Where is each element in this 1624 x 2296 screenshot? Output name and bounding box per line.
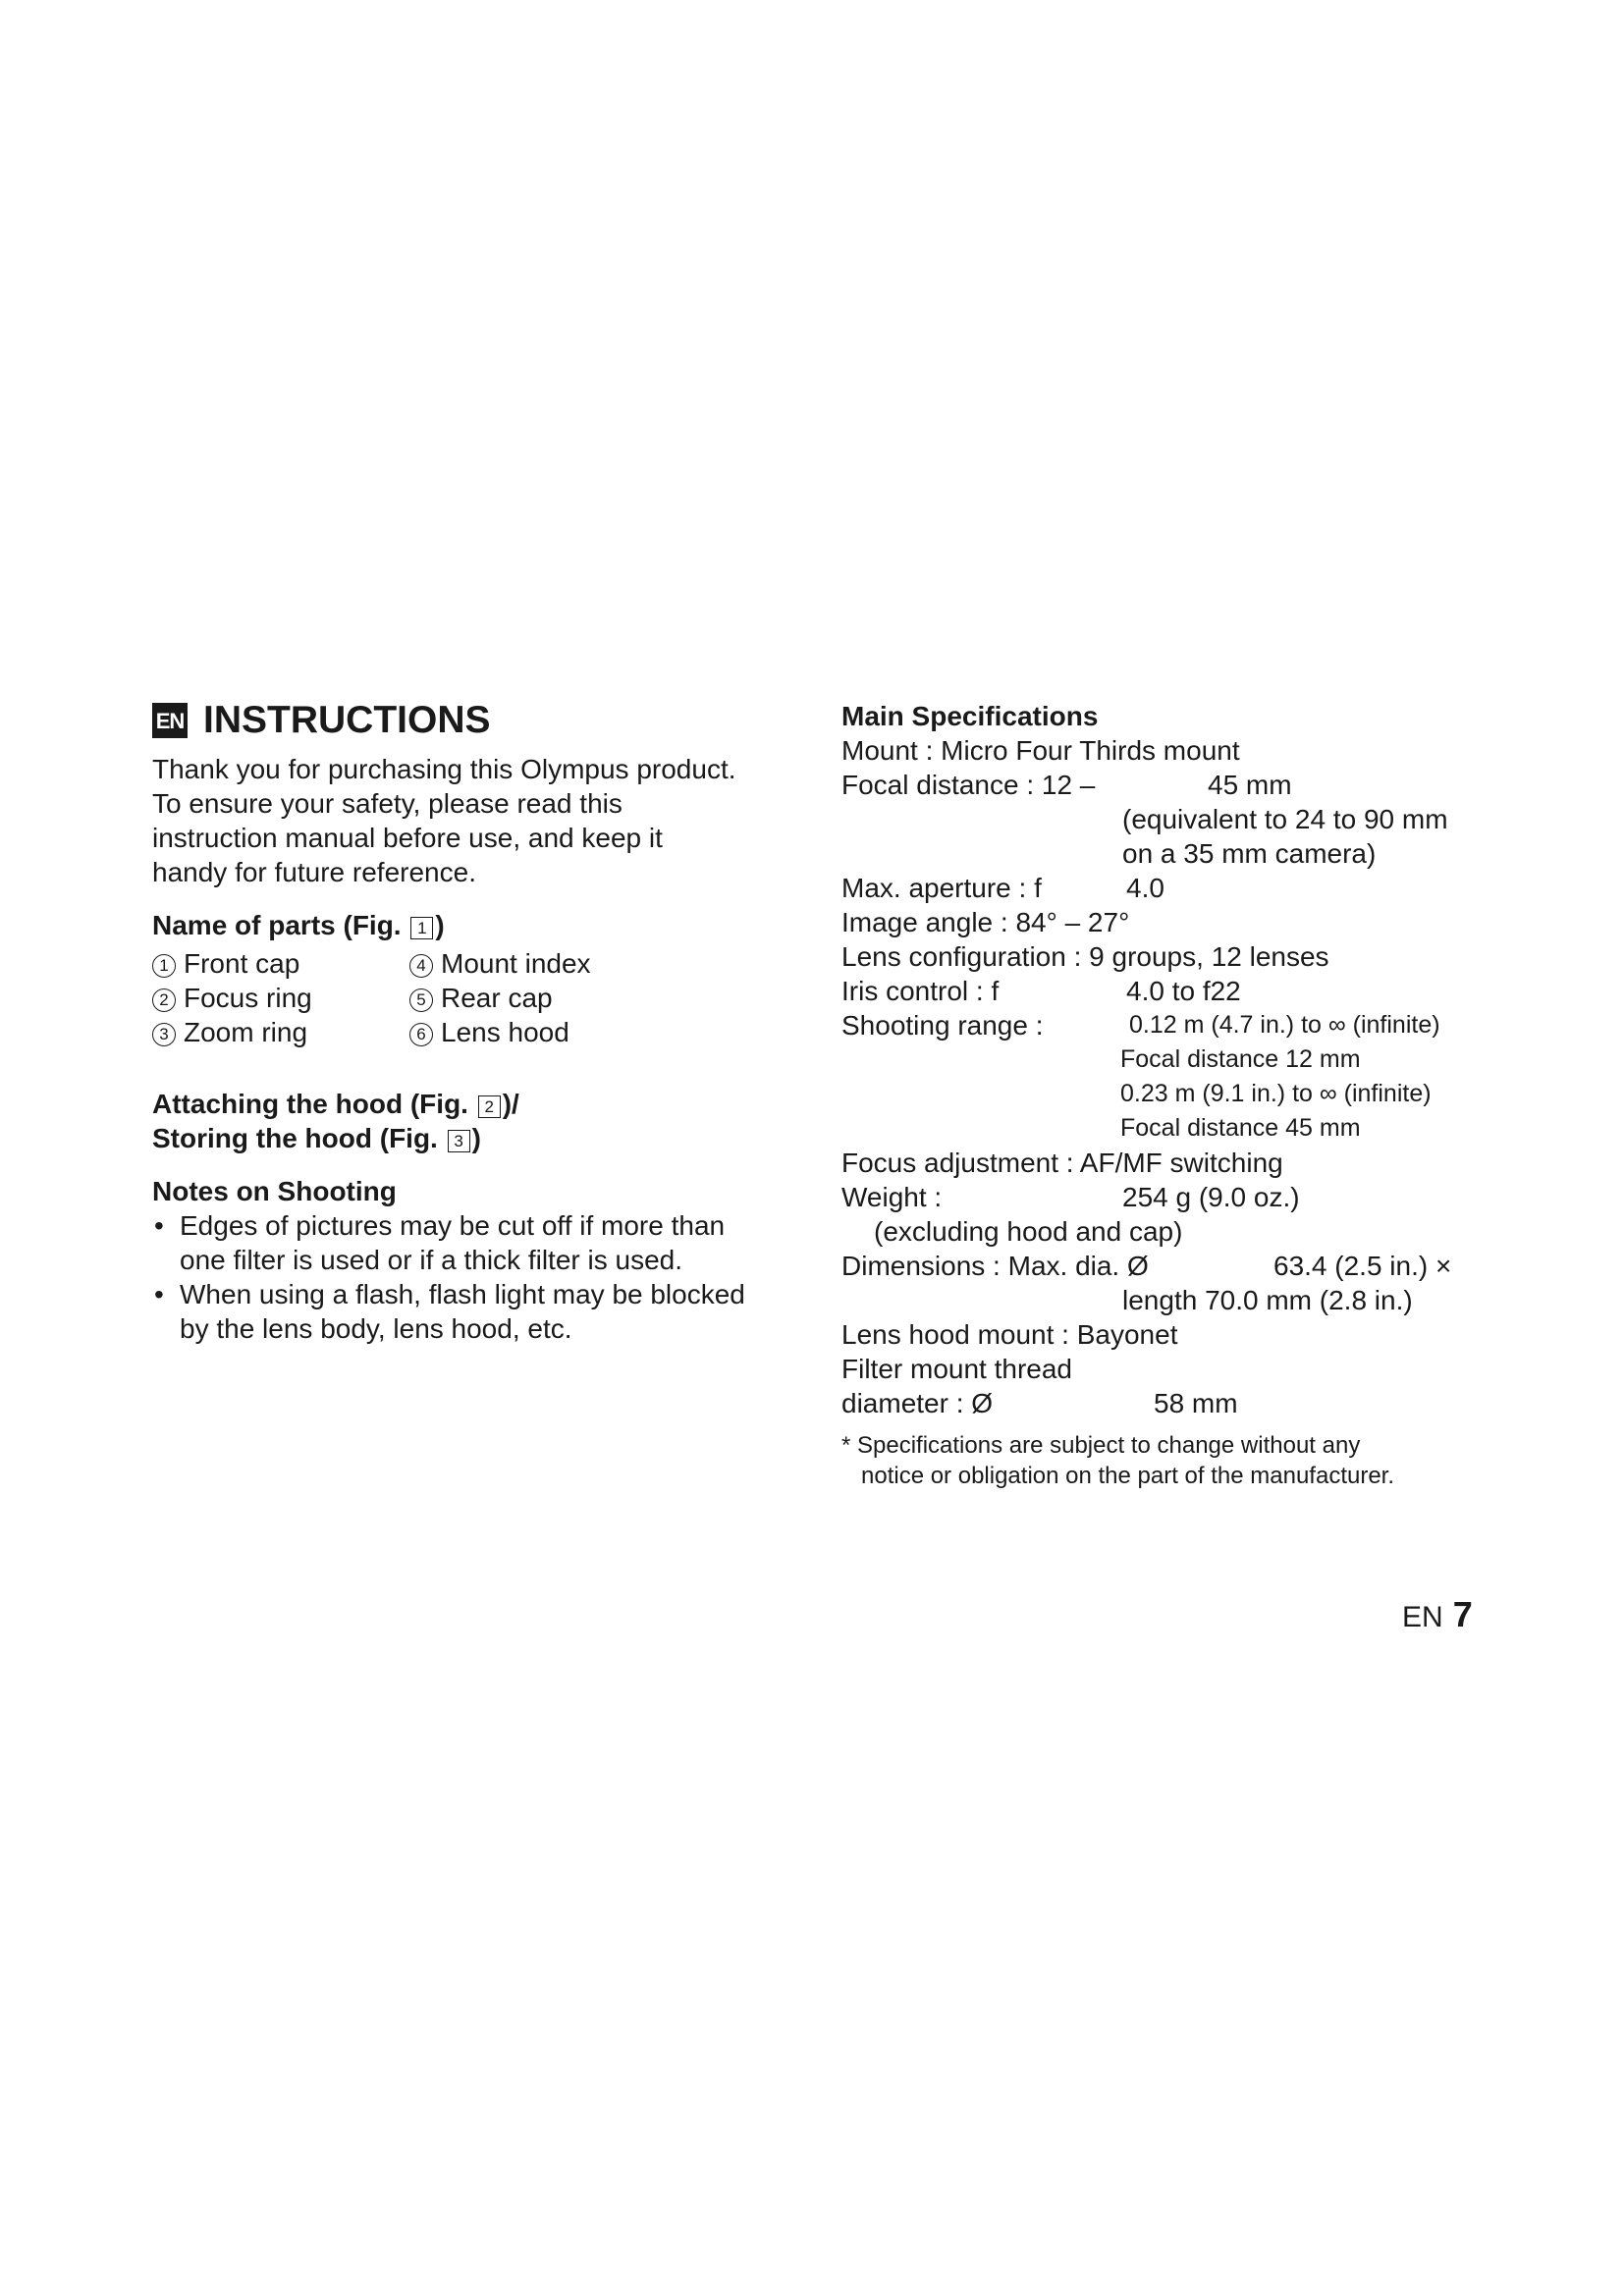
spec-range-value: 0.23 m (9.1 in.) to ∞ (infinite) [1120, 1080, 1432, 1107]
fig-number-box: 2 [478, 1095, 501, 1118]
spec-focus-adjustment: Focus adjustment : AF/MF switching [841, 1148, 1283, 1178]
spec-filter-diameter-label: diameter : Ø [841, 1388, 994, 1418]
circled-number-icon: 5 [409, 988, 433, 1012]
intro-line: instruction manual before use, and keep it [152, 823, 663, 853]
notes-list [152, 1208, 800, 1346]
spec-dim-length: length 70.0 mm (2.8 in.) [1122, 1285, 1413, 1315]
part-item [409, 1015, 665, 1049]
part-label: Rear cap [441, 983, 553, 1013]
spec-iris-label: Iris control : f [841, 976, 1000, 1006]
spec-focus-row [841, 1146, 1509, 1180]
spec-range-note-row [841, 1042, 1509, 1077]
hood-attach-text: Attaching the hood (Fig. [152, 1089, 468, 1119]
specs-heading: Main Specifications [841, 701, 1099, 731]
hood-attach-close: )/ [502, 1089, 519, 1119]
spec-weight-value: 254 g (9.0 oz.) [1122, 1182, 1300, 1212]
spec-dim-length-row [841, 1283, 1509, 1317]
left-column [152, 699, 800, 1346]
spec-focal-eq-row [841, 802, 1509, 836]
footnote-line: notice or obligation on the part of the manufacturer. [861, 1463, 1395, 1489]
part-item [409, 981, 665, 1015]
part-item [152, 946, 409, 981]
spec-config: Lens configuration : 9 groups, 12 lenses [841, 941, 1329, 972]
spec-aperture-row [841, 871, 1509, 905]
parts-heading-text: Name of parts (Fig. [152, 910, 402, 940]
page-number [1402, 1594, 1473, 1635]
fig-number-box: 3 [448, 1130, 470, 1152]
circled-number-icon: 2 [152, 988, 176, 1012]
language-badge-icon: EN [152, 703, 188, 738]
circled-number-icon: 1 [152, 954, 176, 978]
part-label: Front cap [184, 948, 300, 979]
spec-aperture-label: Max. aperture : f [841, 873, 1042, 903]
spec-aperture-value: 4.0 [1126, 873, 1164, 903]
notes-heading: Notes on Shooting [152, 1176, 397, 1206]
note-line: • When using a flash, flash light may be blocked [180, 1279, 745, 1309]
spec-range-row [841, 1008, 1509, 1042]
spec-range-note: Focal distance 45 mm [1120, 1114, 1361, 1142]
spec-config-row [841, 939, 1509, 974]
spec-dim-row [841, 1249, 1509, 1283]
hood-heading-store [152, 1121, 800, 1155]
note-line: by the lens body, lens hood, etc. [180, 1313, 572, 1344]
list-item [152, 1277, 800, 1346]
circled-number-icon: 3 [152, 1023, 176, 1046]
hood-store-text: Storing the hood (Fig. [152, 1123, 438, 1153]
spec-range-value: 0.12 m (4.7 in.) to ∞ (infinite) [1129, 1011, 1440, 1039]
spec-mount-row [841, 733, 1509, 768]
spec-weight-label: Weight : [841, 1182, 943, 1212]
spec-filter-value: 58 mm [1154, 1388, 1238, 1418]
title-text: INSTRUCTIONS [203, 699, 491, 741]
spec-focal-eq-row [841, 836, 1509, 871]
spec-range-row [841, 1077, 1509, 1111]
spec-heading-row [841, 699, 1509, 733]
spec-range-note: Focal distance 12 mm [1120, 1045, 1361, 1073]
footnote-line: * Specifications are subject to change without any [841, 1432, 1361, 1459]
spec-angle-row [841, 905, 1509, 939]
list-item [152, 1208, 800, 1277]
spec-iris-value: 4.0 to f22 [1126, 976, 1241, 1006]
spec-hood-mount-row [841, 1317, 1509, 1352]
circled-number-icon: 6 [409, 1023, 433, 1046]
spec-filter-label: Filter mount thread [841, 1354, 1072, 1384]
spec-dim-label: Dimensions : Max. dia. Ø [841, 1251, 1149, 1281]
page-lang: EN [1402, 1601, 1443, 1633]
spec-filter-row [841, 1352, 1509, 1386]
fig-number-box: 1 [410, 917, 433, 939]
spec-dim-value: 63.4 (2.5 in.) × [1273, 1251, 1452, 1281]
spec-focal-eq: on a 35 mm camera) [1122, 838, 1377, 869]
page-number-value: 7 [1452, 1594, 1473, 1634]
spec-hood-mount: Lens hood mount : Bayonet [841, 1319, 1178, 1350]
spec-iris-row [841, 974, 1509, 1008]
part-label: Lens hood [441, 1017, 569, 1047]
part-label: Focus ring [184, 983, 312, 1013]
spec-weight-note-row [841, 1214, 1509, 1249]
intro-line: handy for future reference. [152, 857, 476, 887]
intro-line: To ensure your safety, please read this [152, 788, 623, 819]
spec-focal-row [841, 768, 1509, 802]
page-title [152, 699, 800, 742]
parts-list [152, 946, 800, 1049]
spec-focal-value: 45 mm [1208, 770, 1292, 800]
spec-footnote [841, 1430, 1509, 1491]
parts-heading [152, 908, 800, 942]
hood-store-close: ) [471, 1123, 481, 1153]
spec-focal-label: Focal distance : 12 – [841, 770, 1096, 800]
note-line: one filter is used or if a thick filter is used. [180, 1245, 682, 1275]
hood-heading-attach [152, 1087, 800, 1121]
spec-weight-note: (excluding hood and cap) [874, 1216, 1183, 1247]
intro-paragraph [152, 752, 800, 889]
part-label: Zoom ring [184, 1017, 308, 1047]
part-item [152, 981, 409, 1015]
hood-section [152, 1087, 800, 1155]
circled-number-icon: 4 [409, 954, 433, 978]
spec-weight-row [841, 1180, 1509, 1214]
specifications-column [841, 699, 1509, 1491]
spec-range-label: Shooting range : [841, 1010, 1044, 1041]
note-line: • Edges of pictures may be cut off if more than [180, 1210, 726, 1241]
part-label: Mount index [441, 948, 591, 979]
spec-focal-eq: (equivalent to 24 to 90 mm [1122, 804, 1448, 834]
parts-heading-close: ) [435, 910, 445, 940]
spec-mount: Mount : Micro Four Thirds mount [841, 735, 1240, 766]
part-item [152, 1015, 409, 1049]
spec-range-note-row [841, 1111, 1509, 1146]
intro-line: Thank you for purchasing this Olympus product. [152, 754, 736, 784]
spec-filter-row [841, 1386, 1509, 1420]
spec-angle: Image angle : 84° – 27° [841, 907, 1130, 937]
part-item [409, 946, 665, 981]
